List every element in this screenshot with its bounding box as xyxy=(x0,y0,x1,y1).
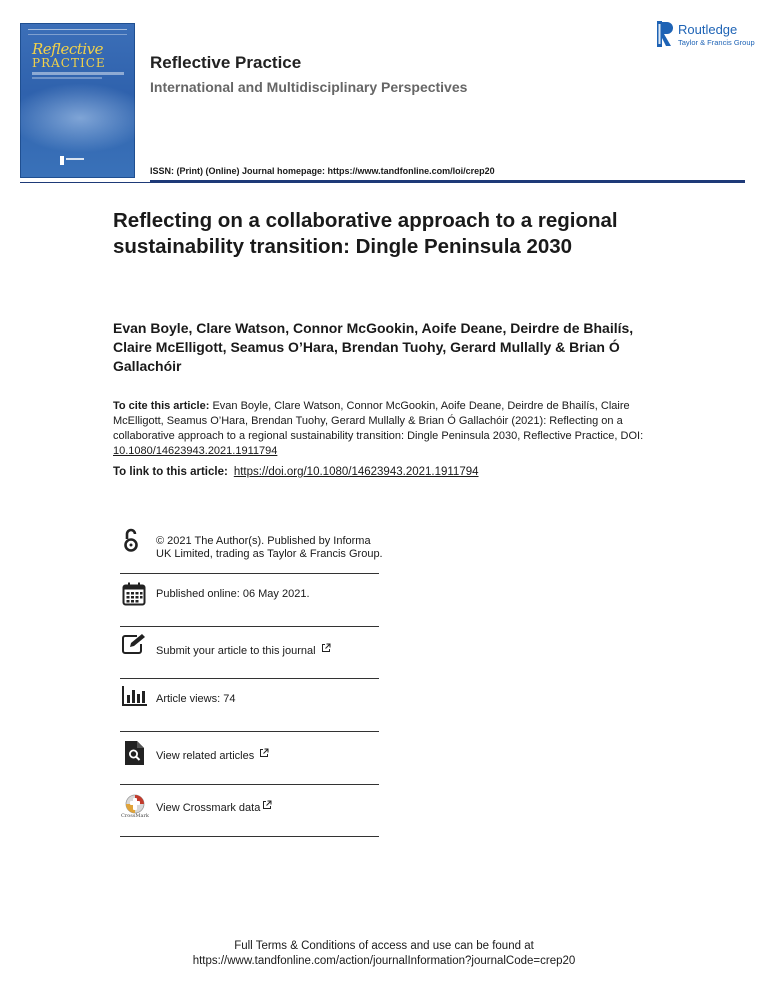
published-date: Published online: 06 May 2021. xyxy=(156,588,310,600)
cover-publisher-mark xyxy=(60,156,92,165)
related-articles-label: View related articles xyxy=(156,750,255,762)
citation xyxy=(113,399,673,459)
row-divider xyxy=(120,626,379,627)
crossmark-link[interactable] xyxy=(156,800,272,815)
submit-article-link[interactable] xyxy=(156,643,331,658)
related-articles-link[interactable] xyxy=(156,748,269,763)
footer-terms-text: Full Terms & Conditions of access and use can be found at xyxy=(234,940,534,952)
row-divider xyxy=(120,678,379,679)
cover-title-line2: PRACTICE xyxy=(32,56,106,70)
header-rule-left xyxy=(20,182,150,183)
external-link-icon xyxy=(321,643,331,653)
external-link-icon xyxy=(262,800,272,810)
edit-icon xyxy=(122,633,148,655)
header-rule xyxy=(150,180,745,183)
article-authors: Evan Boyle, Clare Watson, Connor McGookin, Aoife Deane, Deirdre de Bhailís, Claire McElligott, Seamus O’Hara, Brendan Tuohy, Gerard Mullally & Brian Ó Gallachóir xyxy=(113,320,634,374)
license-text: © 2021 The Author(s). Published by Informa UK Limited, trading as Taylor & Francis Group. xyxy=(156,535,383,560)
article-views: Article views: 74 xyxy=(156,693,236,705)
journal-cover xyxy=(20,23,135,178)
footer xyxy=(0,939,768,969)
calendar-icon xyxy=(122,582,146,606)
article-link xyxy=(113,466,479,478)
document-search-icon xyxy=(124,740,146,766)
article-link-label: To link to this article: xyxy=(113,466,228,478)
article-title: Reflecting on a collaborative approach to a regional sustainability transition: Dingle Peninsula 2030 xyxy=(113,209,618,258)
crossmark-icon-label: CrossMark xyxy=(121,813,149,819)
routledge-logo-icon xyxy=(657,21,673,47)
open-access-icon xyxy=(120,527,142,553)
footer-terms-url[interactable]: https://www.tandfonline.com/action/journalInformation?journalCode=crep20 xyxy=(192,955,576,967)
row-divider xyxy=(120,836,379,837)
journal-title: Reflective Practice xyxy=(150,53,302,72)
cover-title-line1: Reflective xyxy=(32,40,103,58)
crossmark-label: View Crossmark data xyxy=(156,802,261,814)
crossmark-icon xyxy=(124,794,146,814)
row-divider xyxy=(120,731,379,732)
row-divider xyxy=(120,573,379,574)
submit-article-label: Submit your article to this journal xyxy=(156,645,316,657)
citation-label: To cite this article: xyxy=(113,400,210,412)
journal-subtitle: International and Multidisciplinary Perspectives xyxy=(150,79,468,95)
citation-doi-link[interactable]: 10.1080/14623943.2021.1911794 xyxy=(113,445,278,457)
citation-text: Evan Boyle, Clare Watson, Connor McGookin, Aoife Deane, Deirdre de Bhailís, Claire McElligott, Seamus O’Hara, Brendan Tuohy, Gerard Mullally & Brian Ó Gallachóir (2021): Reflecting on a collaborative approach to a regional sustainability transition: Dingle Peninsula 2030, Reflective Practice, DOI: xyxy=(113,400,644,442)
journal-issn-line[interactable]: ISSN: (Print) (Online) Journal homepage: https://www.tandfonline.com/loi/crep20 xyxy=(150,166,495,176)
article-doi-url[interactable]: https://doi.org/10.1080/14623943.2021.1911794 xyxy=(233,466,479,478)
publisher-tagline: Taylor & Francis Group xyxy=(678,38,755,47)
publisher-name: Routledge xyxy=(678,22,738,37)
row-divider xyxy=(120,784,379,785)
bar-chart-icon xyxy=(122,686,148,706)
external-link-icon xyxy=(259,748,269,758)
